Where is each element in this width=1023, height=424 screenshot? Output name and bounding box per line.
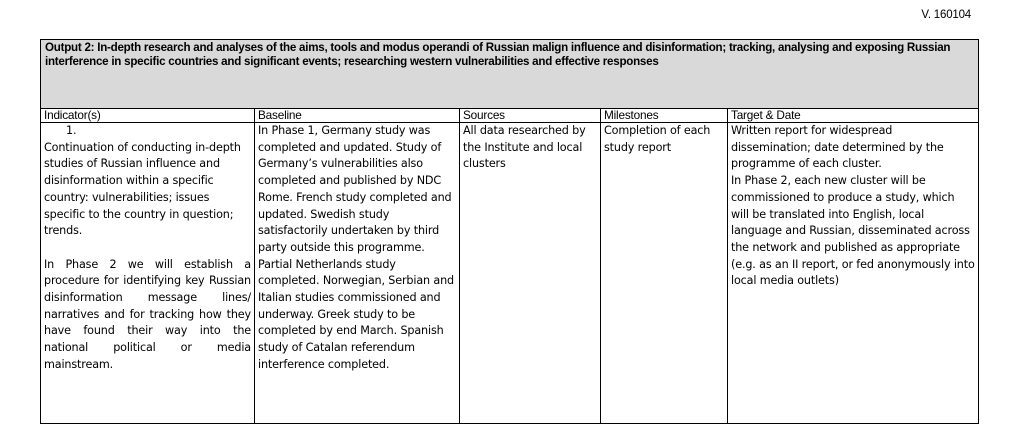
indicator-text: Continuation of conducting in-depth studies of Russian influence and disinformation within a specific country: vulnerabilities; issues specific to the country in question; trends.: [44, 140, 241, 238]
header-milestones: Milestones: [601, 109, 728, 123]
output-header-row: [41, 40, 979, 109]
indicator-number: 1.: [66, 124, 77, 137]
sources-cell: [460, 123, 601, 424]
baseline-cell: [255, 123, 460, 424]
output-title: Output 2: In-depth research and analyses of the aims, tools and modus operandi of Russian malign influence and disinformation; tracking, analysing and exposing Russian interference in specific countries and significant events; researching western vulnerabilities and effective responses: [41, 40, 979, 109]
target-cell: [728, 123, 979, 424]
column-header-row: [41, 109, 979, 123]
sources-text: All data researched by the Institute and local clusters: [463, 124, 586, 171]
target-text-1: Written report for widespread dissemination; date determined by the programme of each cluster.: [731, 124, 944, 171]
header-sources: Sources: [460, 109, 601, 123]
milestones-cell: [601, 123, 728, 424]
version-label: V. 160104: [921, 9, 971, 21]
milestones-text: Completion of each study report: [604, 124, 711, 154]
output-table: [40, 39, 979, 424]
table-row: [41, 123, 979, 424]
indicator-cell: [41, 123, 255, 424]
header-target: Target & Date: [728, 109, 979, 123]
baseline-text: In Phase 1, Germany study was completed and updated. Study of Germany’s vulnerabilities also completed and published by NDC Rome. French study completed and updated. Swedish study satisfactorily undertaken by third party outside this programme. Partial Netherlands study completed. Norwegian, Serbian and Italian studies commissioned and underway. Greek study to be completed by end March. Spanish study of Catalan referendum interference completed.: [258, 124, 454, 371]
indicator-phase2-text: In Phase 2 we will establish a procedure for identifying key Russian disinformation message lines/ narratives and for tracking how they have found their way into the national political or media mainstream.: [44, 257, 251, 371]
header-baseline: Baseline: [255, 109, 460, 123]
target-text-2: In Phase 2, each new cluster will be commissioned to produce a study, which will be translated into English, local language and Russian, disseminated across the network and published as appropriate (e.g. as an II report, or fed anonymously into local media outlets): [731, 174, 975, 288]
header-indicator: Indicator(s): [41, 109, 255, 123]
